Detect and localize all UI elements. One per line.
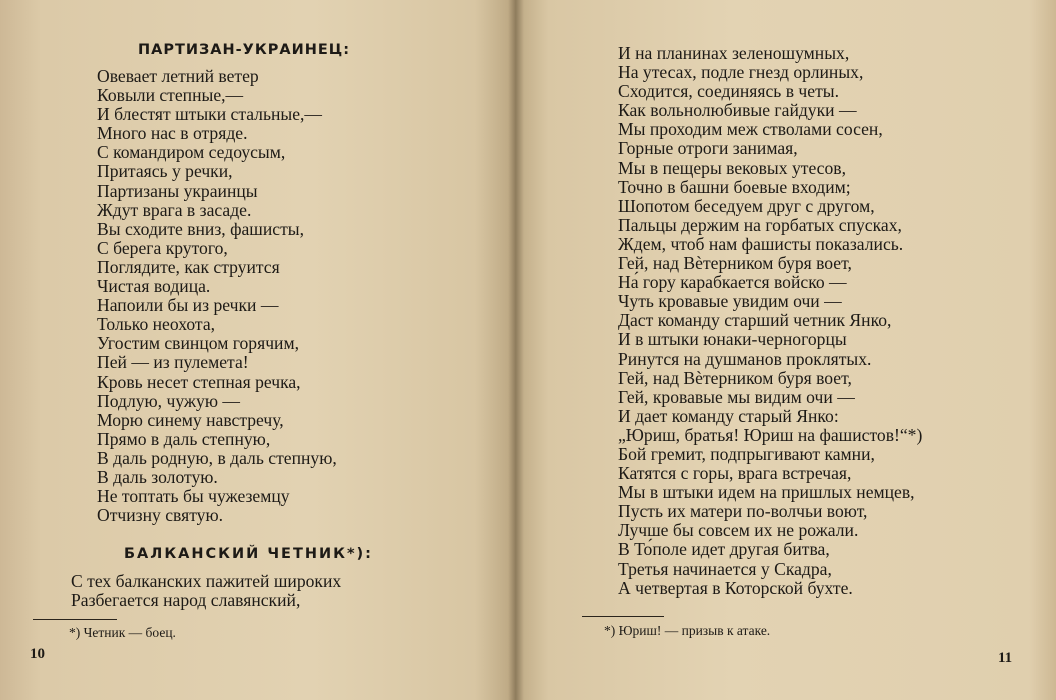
poem-line: Не топтать бы чужеземцу: [97, 486, 290, 507]
poem-line: На утесах, подле гнезд орлиных,: [618, 62, 864, 83]
poem-line: Пальцы держим на горбатых спусках,: [618, 214, 902, 235]
poem-line: Ждем, чтоб нам фашисты показались.: [618, 233, 904, 254]
poem-line: С берега крутого,: [97, 237, 228, 258]
poem-line: Как вольнолюбивые гайдуки —: [618, 100, 857, 121]
poem-line: Гей, над Вѐтерником буря воет,: [618, 367, 852, 388]
poem-lines-partisan: [97, 67, 337, 525]
footnote: *) Юриш! — призыв к атаке.: [604, 623, 771, 638]
poem-line: В То́поле идет другая битва,: [618, 539, 830, 560]
poem-line: Чуть кровавые увидим очи —: [618, 291, 842, 312]
poem-line: Напоили бы из речки —: [97, 295, 279, 316]
poem-line: И блестят штыки стальные,—: [97, 104, 323, 125]
poem-line: Третья начинается у Скадра,: [618, 558, 832, 579]
poem-line: Ринутся на душманов проклятых.: [618, 348, 872, 369]
poem-line: Сходится, соединяясь в четы.: [618, 81, 839, 102]
poem-line: Шопотом беседуем друг с другом,: [618, 195, 875, 216]
poem-line: И дает команду старый Янко:: [618, 405, 839, 426]
poem-line: На́ гору карабкается войско —: [618, 272, 847, 293]
poem-line: Партизаны украинцы: [97, 180, 258, 201]
poem-line: Прямо в даль степную,: [97, 428, 271, 449]
page-number: 10: [30, 646, 45, 662]
poem-line: Даст команду старший четник Янко,: [618, 310, 892, 331]
poem-line: И на планинах зеленошумных,: [618, 43, 850, 63]
poem-line: Морю синему навстречу,: [97, 409, 284, 430]
poem-line: Мы проходим меж стволами сосен,: [618, 119, 883, 140]
poem-line: Только неохота,: [97, 314, 216, 335]
section-title-chetnik: БАЛКАНСКИЙ ЧЕТНИК*):: [124, 546, 373, 562]
poem-line: Притаясь у речки,: [97, 161, 233, 182]
footnote: *) Четник — боец.: [69, 625, 176, 640]
poem-line: Пусть их матери по-волчьи воют,: [618, 501, 868, 522]
poem-line: Ковыли степные,—: [97, 85, 244, 106]
poem-line: Поглядите, как струится: [97, 256, 280, 277]
footnote-rule: [33, 619, 117, 620]
poem-line: Вы сходите вниз, фашисты,: [97, 218, 304, 239]
section-title-partisan: ПАРТИЗАН-УКРАИНЕЦ:: [138, 42, 350, 58]
left-page: [0, 0, 516, 700]
poem-line: Разбегается народ славянский,: [71, 590, 301, 611]
poem-line: С тех балканских пажитей широких: [71, 571, 342, 591]
poem-line: Бой гремит, подпрыгивают камни,: [618, 443, 875, 464]
poem-line: „Юриш, братья! Юриш на фашистов!“*): [618, 424, 923, 445]
poem-line: Угостим свинцом горячим,: [97, 333, 299, 354]
poem-line: Отчизну святую.: [97, 505, 223, 526]
poem-line: И в штыки юнаки-черногорцы: [618, 329, 847, 350]
poem-line: Много нас в отряде.: [97, 123, 248, 144]
poem-line: Катятся с горы, врага встречая,: [618, 463, 852, 484]
poem-line: Горные отроги занимая,: [618, 138, 798, 159]
poem-line: В даль золотую.: [97, 466, 218, 487]
poem-line: Мы в пещеры вековых утесов,: [618, 157, 846, 178]
poem-line: Ждут врага в засаде.: [97, 199, 252, 220]
poem-line: Кровь несет степная речка,: [97, 371, 301, 392]
page-number: 11: [998, 650, 1013, 666]
poem-line: В даль родную, в даль степную,: [97, 447, 337, 468]
poem-line: А четвертая в Которской бухте.: [618, 577, 853, 598]
poem-line: Лучше бы совсем их не рожали.: [618, 520, 859, 541]
poem-lines-chetnik: [71, 572, 341, 610]
poem-lines-continued: [618, 44, 922, 598]
poem-line: С командиром седоусым,: [97, 142, 286, 163]
poem-line: Подлую, чужую —: [97, 390, 240, 411]
footnote-rule: [582, 616, 664, 617]
poem-line: Гей, над Вѐтерником буря воет,: [618, 253, 852, 274]
poem-line: Точно в башни боевые входим;: [618, 176, 851, 197]
poem-line: Овевает летний ветер: [97, 66, 259, 86]
poem-line: Мы в штыки идем на пришлых немцев,: [618, 482, 915, 503]
poem-line: Чистая водица.: [97, 276, 211, 297]
poem-line: Пей — из пулемета!: [97, 352, 249, 373]
book-gutter: [508, 0, 524, 700]
right-page: [516, 0, 1056, 700]
poem-line: Гей, кровавые мы видим очи —: [618, 386, 855, 407]
